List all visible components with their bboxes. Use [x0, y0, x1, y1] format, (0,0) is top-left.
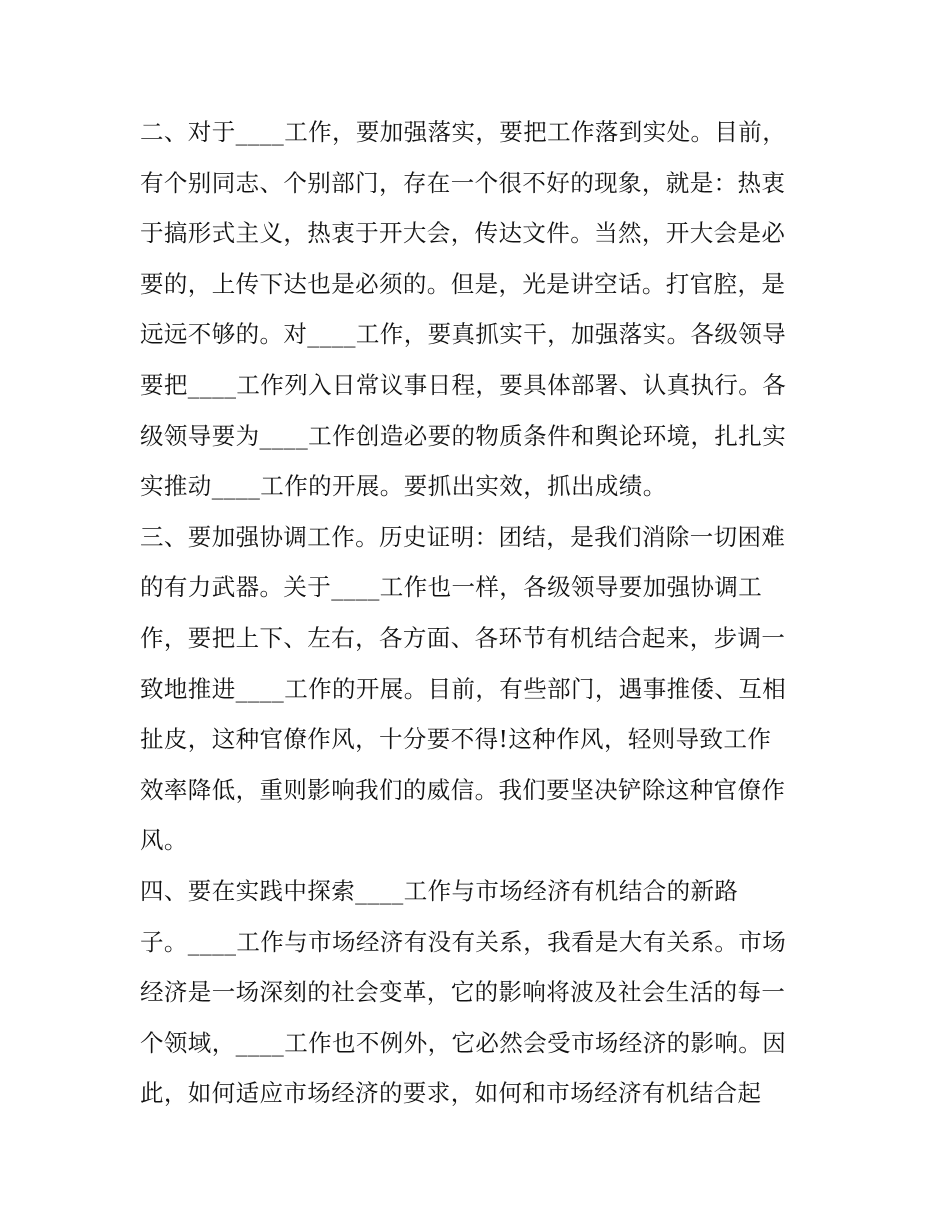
paragraph-2-line-8: 实推动____工作的开展。要抓出实效，抓出成绩。 [140, 472, 667, 501]
paragraph-3-line-7: 风。 [140, 826, 188, 855]
paragraph-3-line-3: 作，要把上下、左右，各方面、各环节有机结合起来，步调一 [140, 623, 786, 652]
paragraph-4-line-5: 此，如何适应市场经济的要求，如何和市场经济有机结合起 [140, 1079, 762, 1108]
paragraph-3-line-5: 扯皮，这种官僚作风，十分要不得!这种作风，轻则导致工作 [140, 725, 772, 754]
paragraph-4-line-1: 四、要在实践中探索____工作与市场经济有机结合的新路 [140, 876, 739, 905]
paragraph-4-line-2: 子。____工作与市场经济有没有关系，我看是大有关系。市场 [140, 927, 787, 956]
paragraph-2-line-5: 远远不够的。对____工作，要真抓实干，加强落实。各级领导 [140, 320, 787, 349]
paragraph-2-line-6: 要把____工作列入日常议事日程，要具体部署、认真执行。各 [140, 370, 787, 399]
paragraph-3-line-4: 致地推进____工作的开展。目前，有些部门，遇事推倭、互相 [140, 674, 787, 703]
paragraph-2-line-3: 于搞形式主义，热衷于开大会，传达文件。当然，开大会是必 [140, 219, 786, 248]
paragraph-2-line-1: 二、对于____工作，要加强落实，要把工作落到实处。目前， [140, 118, 787, 146]
paragraph-3-line-6: 效率降低，重则影响我们的威信。我们要坚决铲除这种官僚作 [140, 775, 786, 804]
paragraph-3-line-1: 三、要加强协调工作。历史证明：团结，是我们消除一切困难 [140, 522, 786, 551]
paragraph-3-line-2: 的有力武器。关于____工作也一样，各级领导要加强协调工 [140, 573, 763, 602]
paragraph-2-line-2: 有个别同志、个别部门，存在一个很不好的现象，就是：热衷 [140, 168, 786, 197]
paragraph-4-line-4: 个领域，____工作也不例外，它必然会受市场经济的影响。因 [140, 1028, 787, 1057]
document-body [140, 107, 820, 1119]
paragraph-4-line-3: 经济是一场深刻的社会变革，它的影响将波及社会生活的每一 [140, 978, 786, 1007]
paragraph-2-line-4: 要的，上传下达也是必须的。但是，光是讲空话。打官腔，是 [140, 269, 786, 298]
paragraph-2-line-7: 级领导要为____工作创造必要的物质条件和舆论环境，扎扎实 [140, 421, 787, 450]
